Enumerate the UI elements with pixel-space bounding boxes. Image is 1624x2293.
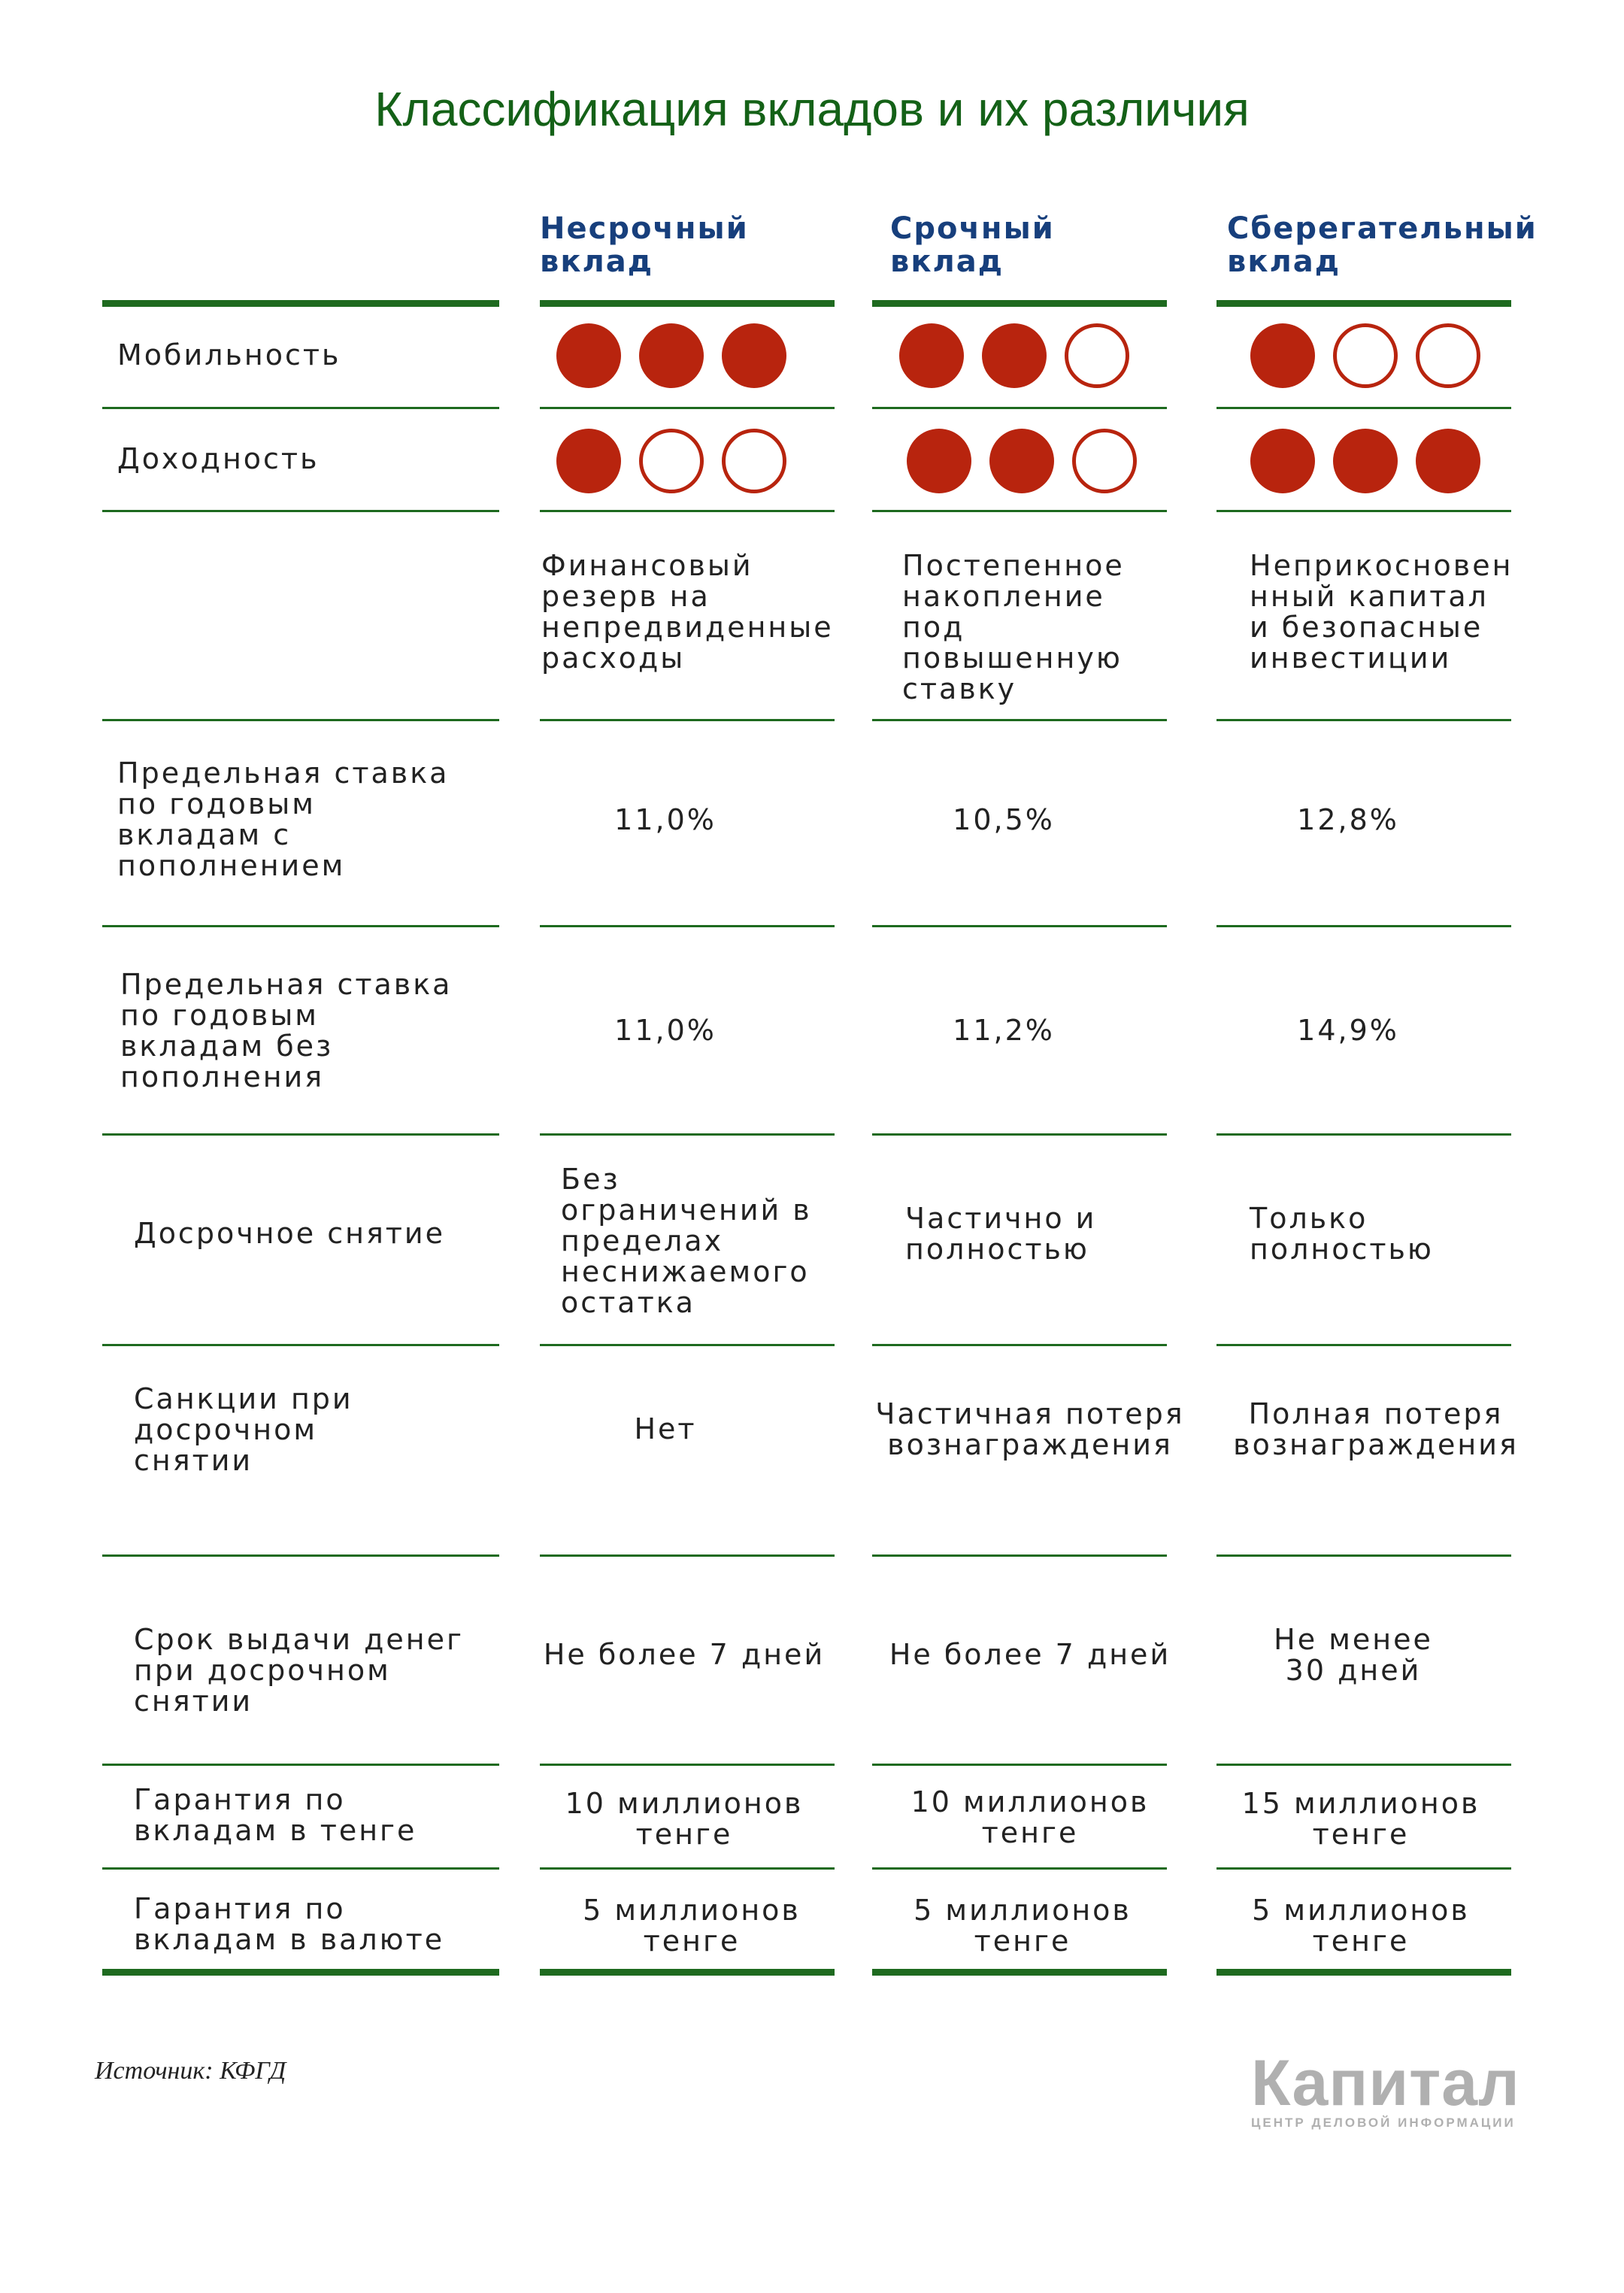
rating-dot-empty — [639, 429, 704, 493]
rating-mobility-savings — [1250, 323, 1480, 388]
rating-profitability-demand — [556, 429, 786, 493]
rating-dot-empty — [1065, 323, 1129, 388]
row-divider — [872, 1133, 1167, 1136]
row-divider — [872, 1554, 1167, 1557]
row-divider — [872, 407, 1167, 409]
row-divider — [1216, 300, 1511, 307]
kapital-logo — [1251, 2049, 1534, 2131]
guarantee-tenge-savings: 15 миллионов тенге — [1241, 1787, 1480, 1851]
row-label-rate-no-topup: Предельная ставка по годовым вкладам без пополнения — [120, 968, 453, 1093]
rating-dot-empty — [722, 429, 786, 493]
row-divider — [540, 1764, 835, 1766]
early-withdrawal-term: Частично и полностью — [905, 1202, 1097, 1266]
page-title: Классификация вкладов и их различия — [374, 82, 1250, 136]
row-divider — [872, 510, 1167, 512]
row-divider — [540, 1344, 835, 1346]
row-divider — [540, 1969, 835, 1976]
row-divider — [102, 300, 499, 307]
guarantee-currency-term: 5 миллионов тенге — [914, 1894, 1132, 1958]
row-label-sanctions: Санкции при досрочном снятии — [134, 1382, 353, 1477]
row-divider — [872, 925, 1167, 927]
row-divider — [540, 1133, 835, 1136]
rating-dot-empty — [1072, 429, 1137, 493]
row-divider — [540, 300, 835, 307]
rating-dot-filled — [639, 323, 704, 388]
sanctions-term: Частичная потеря вознаграждения — [875, 1397, 1185, 1461]
row-divider — [102, 407, 499, 409]
rate-topup-savings: 12,8% — [1297, 803, 1399, 836]
logo-tagline: ЦЕНТР ДЕЛОВОЙ ИНФОРМАЦИИ — [1251, 2116, 1516, 2130]
payout-term-savings: Не менее 30 дней — [1274, 1623, 1433, 1687]
row-divider — [1216, 1554, 1511, 1557]
rating-dot-filled — [1250, 429, 1315, 493]
rating-dot-filled — [1416, 429, 1480, 493]
row-divider — [1216, 1969, 1511, 1976]
row-divider — [872, 1764, 1167, 1766]
row-label-mobility: Мобильность — [117, 338, 341, 372]
rating-dot-filled — [899, 323, 964, 388]
row-divider — [1216, 510, 1511, 512]
rating-dot-filled — [1333, 429, 1398, 493]
sanctions-savings: Полная потеря вознаграждения — [1233, 1397, 1519, 1461]
row-divider — [102, 1969, 499, 1976]
column-header-savings: Сберегательный вклад — [1227, 211, 1538, 279]
rate-no-topup-demand: 11,0% — [614, 1014, 717, 1047]
row-divider — [540, 925, 835, 927]
row-divider — [1216, 407, 1511, 409]
column-header-demand: Несрочный вклад — [540, 211, 749, 279]
rating-profitability-savings — [1250, 429, 1480, 493]
row-divider — [540, 407, 835, 409]
row-divider — [872, 719, 1167, 721]
row-label-early-withdrawal: Досрочное снятие — [134, 1217, 446, 1250]
row-label-guarantee-currency: Гарантия по вкладам в валюте — [134, 1892, 445, 1956]
early-withdrawal-demand: Без ограничений в пределах неснижаемого остатка — [561, 1163, 812, 1319]
row-divider — [872, 1344, 1167, 1346]
row-divider — [102, 1133, 499, 1136]
purpose-demand: Финансовый резерв на непредвиденные расходы — [541, 549, 834, 675]
source-note: Источник: КФГД — [95, 2057, 286, 2085]
row-label-payout-term: Срок выдачи денег при досрочном снятии — [134, 1623, 464, 1718]
row-divider — [102, 1554, 499, 1557]
row-divider — [102, 1344, 499, 1346]
row-divider — [102, 1867, 499, 1870]
sanctions-demand: Нет — [634, 1412, 697, 1445]
row-divider — [102, 510, 499, 512]
row-divider — [102, 719, 499, 721]
row-label-guarantee-tenge: Гарантия по вкладам в тенге — [134, 1783, 417, 1847]
rating-dot-filled — [556, 429, 621, 493]
guarantee-tenge-demand: 10 миллионов тенге — [565, 1787, 804, 1851]
row-divider — [540, 510, 835, 512]
row-divider — [540, 1867, 835, 1870]
payout-term-demand: Не более 7 дней — [543, 1638, 826, 1671]
guarantee-currency-demand: 5 миллионов тенге — [583, 1894, 801, 1958]
row-divider — [1216, 1764, 1511, 1766]
row-divider — [1216, 719, 1511, 721]
row-divider — [872, 1867, 1167, 1870]
rating-dot-filled — [1250, 323, 1315, 388]
row-divider — [540, 1554, 835, 1557]
rating-mobility-demand — [556, 323, 786, 388]
row-divider — [102, 925, 499, 927]
row-divider — [1216, 1867, 1511, 1870]
rate-topup-term: 10,5% — [953, 803, 1055, 836]
row-divider — [872, 300, 1167, 307]
guarantee-tenge-term: 10 миллионов тенге — [910, 1785, 1150, 1849]
rating-dot-filled — [982, 323, 1047, 388]
purpose-savings: Неприкосновен нный капитал и безопасные инвестиции — [1250, 549, 1513, 675]
rating-profitability-term — [907, 429, 1137, 493]
row-divider — [102, 1764, 499, 1766]
row-divider — [872, 1969, 1167, 1976]
early-withdrawal-savings: Только полностью — [1250, 1202, 1434, 1266]
guarantee-currency-savings: 5 миллионов тенге — [1252, 1894, 1470, 1958]
rating-dot-filled — [722, 323, 786, 388]
row-divider — [1216, 925, 1511, 927]
rating-mobility-term — [899, 323, 1129, 388]
row-label-rate-topup: Предельная ставка по годовым вкладам с пополнением — [117, 757, 450, 882]
row-divider — [1216, 1344, 1511, 1346]
rating-dot-empty — [1416, 323, 1480, 388]
rating-dot-filled — [556, 323, 621, 388]
rating-dot-filled — [907, 429, 971, 493]
payout-term-term: Не более 7 дней — [889, 1638, 1171, 1671]
row-divider — [1216, 1133, 1511, 1136]
rating-dot-filled — [989, 429, 1054, 493]
logo-wordmark: Капитал — [1251, 2047, 1520, 2119]
rating-dot-empty — [1333, 323, 1398, 388]
row-divider — [540, 719, 835, 721]
column-header-term: Срочный вклад — [890, 211, 1055, 279]
row-label-profitability: Доходность — [117, 442, 320, 475]
rate-topup-demand: 11,0% — [614, 803, 717, 836]
purpose-term: Постепенное накопление под повышенную ставку — [902, 549, 1125, 705]
rate-no-topup-term: 11,2% — [953, 1014, 1055, 1047]
rate-no-topup-savings: 14,9% — [1297, 1014, 1399, 1047]
